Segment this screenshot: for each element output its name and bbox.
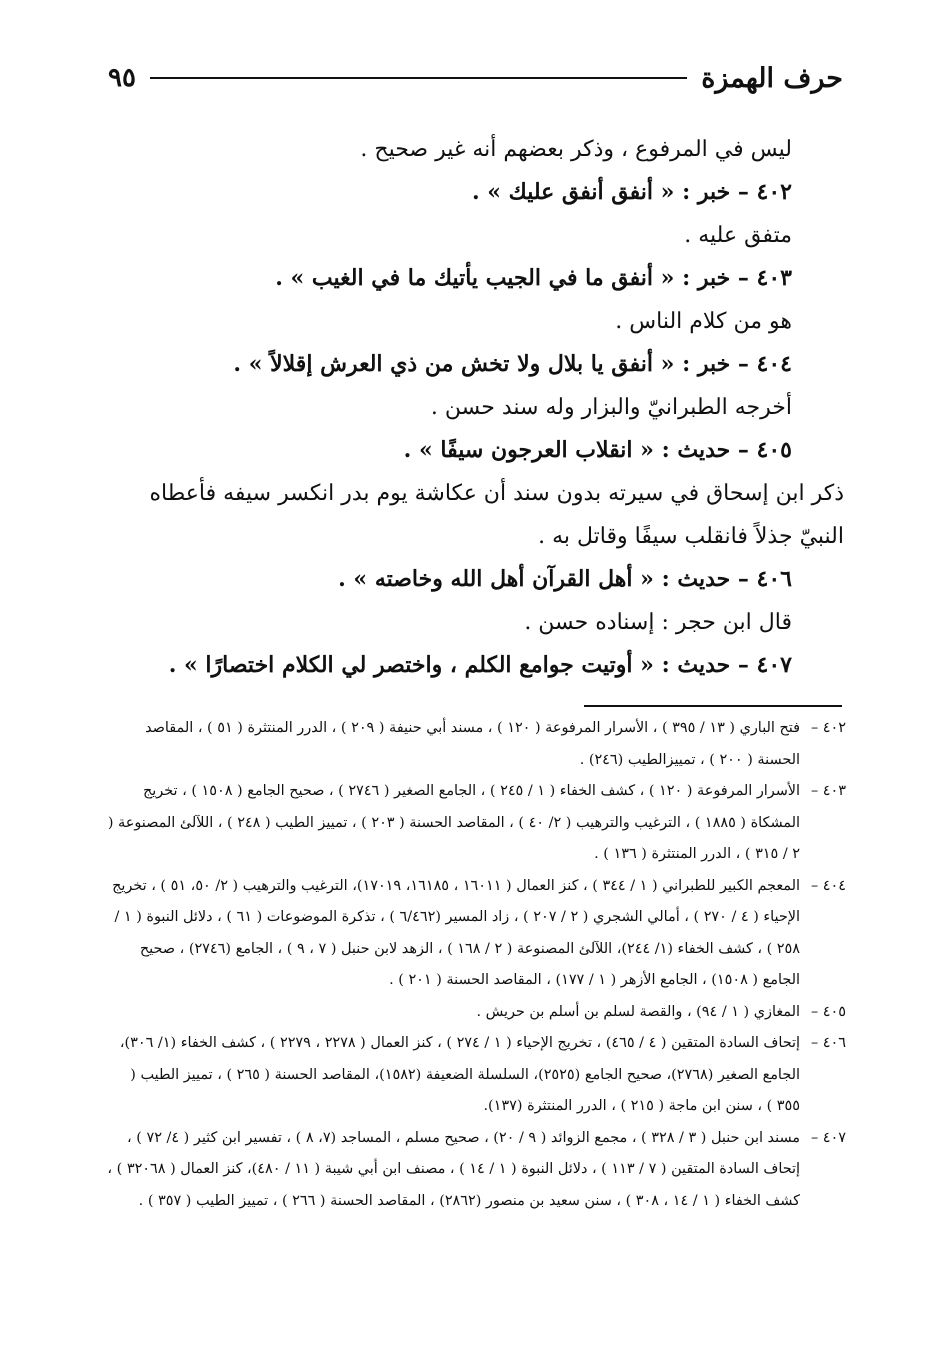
footnote (104, 1028, 846, 1123)
header-rule (150, 77, 687, 79)
main-line: أخرجه الطبرانيّ والبزار وله سند حسن . (430, 395, 792, 420)
footnote (104, 713, 846, 776)
footnote-text: المعجم الكبير للطبراني ( ١ / ٣٤٤ ) ، كنز العمال ( ١٦٠١١ ، ١٦١٨٥، ١٧٠١٩)، الترغيب والترهيب ( ٢/ ٥٠، ٥١ ) ، تخريج الإحياء ( ٤ / ٢٧٠ ) ، أمالي الشجري ( ٢ / ٢٠٧ ) ، زاد المسير (٦/٤٦٢ ) ، تذكرة الموضوعات ( ٦١ ) ، دلائل النبوة ( ١ / ٢٥٨ ) ، كشف الخفاء (١/ ٢٤٤)، اللآلئ المصنوعة ( ٢ / ١٦٨ ) ، الزهد لابن حنبل ( ٧ ، ٩ ) ، الجامع (٢٧٤٦) ، صحيح الجامع ( ١٥٠٨) ، الجامع الأزهر ( ١ / ١٧٧) ، المقاصد الحسنة ( ٢٠١ ) . (112, 877, 800, 988)
footnote-number: ٤٠٥ – (811, 1003, 846, 1020)
entry-heading: ٤٠٧ – حديث : « أوتيت جوامع الكلم ، واختصر لي الكلام اختصارًا » . (168, 652, 792, 678)
footnote-number: ٤٠٤ – (811, 877, 846, 894)
footnotes (104, 713, 846, 1217)
page-header (108, 58, 843, 98)
main-line: متفق عليه . (684, 223, 792, 248)
footnote-separator (584, 705, 842, 707)
footnote (104, 871, 846, 997)
chapter-title: حرف الهمزة (701, 62, 843, 94)
footnote-number: ٤٠٢ – (811, 720, 846, 736)
footnote (104, 776, 846, 871)
footnote-number: ٤٠٣ – (811, 783, 846, 799)
footnote-text: المغازي ( ١ / ٩٤) ، والقصة لسلم بن أسلم بن حريش . (476, 1003, 800, 1020)
main-line: ليس في المرفوع ، وذكر بعضهم أنه غير صحيح . (360, 137, 792, 162)
main-paragraph: ذكر ابن إسحاق في سيرته بدون سند أن عكاشة يوم بدر انكسر سيفه فأعطاه النبيّ جذلاً فانقلب سيفًا وقاتل به . (149, 481, 844, 549)
main-line: قال ابن حجر : إسناده حسن . (524, 610, 792, 635)
footnote-text: إتحاف السادة المتقين ( ٤ / ٤٦٥) ، تخريج الإحياء ( ١ / ٢٧٤ ) ، كنز العمال ( ٢٢٧٨ ، ٢٢٧٩ ) ، كشف الخفاء (١/ ٣٠٦)، الجامع الصغير (٢٧٦٨)، صحيح الجامع (٢٥٢٥)، السلسلة الضعيفة (١٥٨٢)، المقاصد الحسنة ( ٢٦٥ ) ، تمييز الطيب ( ٣٥٥ ) ، سنن ابن ماجة ( ٢١٥ ) ، الدرر المنتثرة (١٣٧). (119, 1035, 800, 1114)
footnote (104, 997, 846, 1029)
entry-heading: ٤٠٢ – خبر : « أنفق أنفق عليك » . (471, 179, 792, 205)
entry-heading: ٤٠٦ – حديث : « أهل القرآن أهل الله وخاصته » . (338, 566, 792, 592)
footnote-text: مسند ابن حنبل ( ٣ / ٣٢٨ ) ، مجمع الزوائد ( ٩ / ٢٠) ، صحيح مسلم ، المساجد (٧، ٨ ) ، تفسير ابن كثير ( ٤/ ٧٢ ) ، إتحاف السادة المتقين ( ٧ / ١١٣ ) ، دلائل النبوة ( ١ / ١٤ ) ، مصنف ابن أبي شيبة ( ١١ / ٤٨٠)، كنز العمال ( ٣٢٠٦٨ ) ، كشف الخفاء ( ١ / ١٤ ، ٣٠٨ ) ، سنن سعيد بن منصور (٢٨٦٢) ، المقاصد الحسنة ( ٢٦٦ ) ، تمييز الطيب ( ٣٥٧ ) . (107, 1129, 800, 1209)
entry-heading: ٤٠٥ – حديث : « انقلاب العرجون سيفًا » . (403, 437, 792, 463)
footnote-number: ٤٠٧ – (811, 1129, 846, 1146)
entry-heading: ٤٠٣ – خبر : « أنفق ما في الجيب يأتيك ما في الغيب » . (275, 265, 792, 291)
main-text (104, 128, 844, 687)
footnote-number: ٤٠٦ – (811, 1035, 846, 1051)
page-number: ٩٥ (108, 63, 136, 93)
footnote-text: الأسرار المرفوعة ( ١٢٠ ) ، كشف الخفاء ( ١ / ٢٤٥ ) ، الجامع الصغير ( ٢٧٤٦ ) ، صحيح الجامع ( ١٥٠٨ ) ، تخريج المشكاة ( ١٨٨٥ ) ، الترغيب والترهيب ( ٢/ ٤٠ ) ، المقاصد الحسنة ( ٢٠٣ ) ، تمييز الطيب ( ٢٤٨ ) ، اللآلئ المصنوعة ( ٢ / ٣١٥ ) ، الدرر المنتثرة ( ١٣٦ ) . (107, 783, 800, 862)
footnote-text: فتح الباري ( ١٣ / ٣٩٥ ) ، الأسرار المرفوعة ( ١٢٠ ) ، مسند أبي حنيفة ( ٢٠٩ ) ، الدرر المنتثرة ( ٥١ ) ، المقاصد الحسنة ( ٢٠٠ ) ، تمييزالطيب (٢٤٦) . (145, 720, 800, 768)
entry-heading: ٤٠٤ – خبر : « أنفق يا بلال ولا تخش من ذي العرش إقلالاً » . (233, 351, 792, 377)
footnote (104, 1123, 846, 1218)
main-line: هو من كلام الناس . (615, 309, 792, 334)
